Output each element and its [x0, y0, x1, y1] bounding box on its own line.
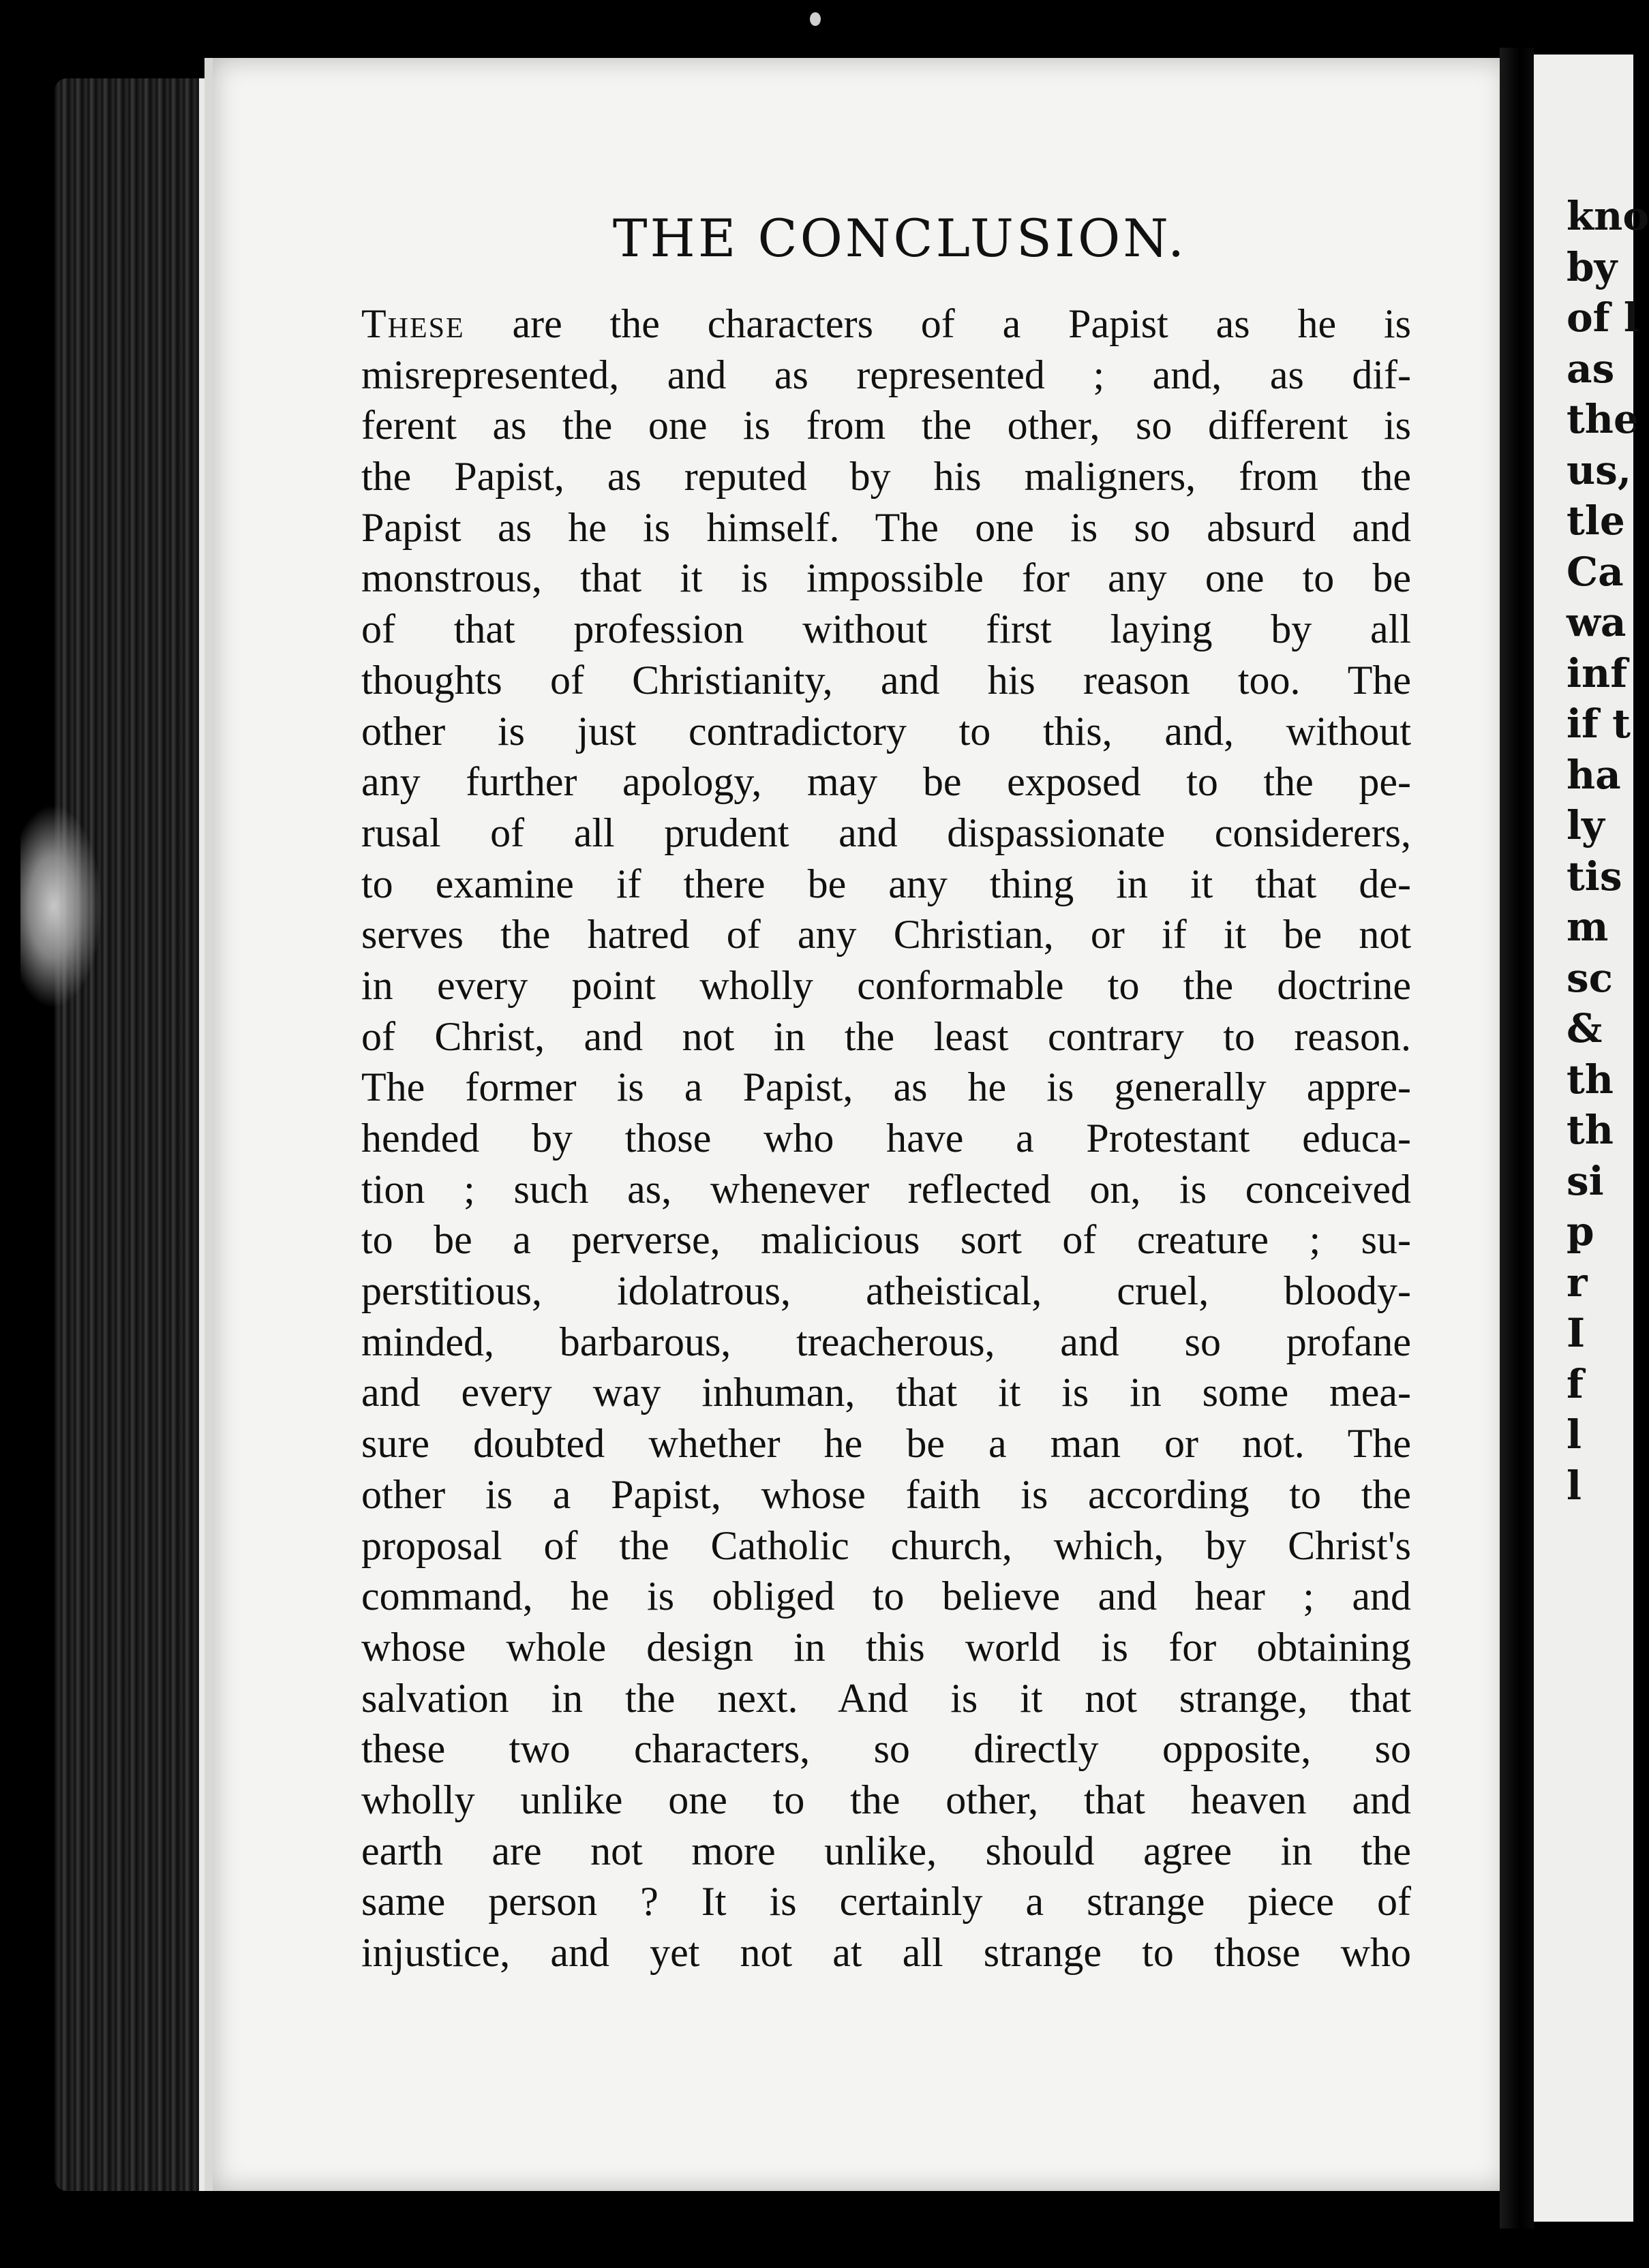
- text-line: rusal of all prudent and dispassionate considerers,: [361, 810, 1411, 855]
- body-text: [361, 298, 1438, 1978]
- text-line: perstitious, idolatrous, atheistical, cruel, bloody-: [361, 1268, 1411, 1314]
- text-line: other is just contradictory to this, and, without: [361, 708, 1411, 754]
- text-line: other is a Papist, whose faith is according to the: [361, 1471, 1411, 1517]
- text-line: injustice, and yet not at all strange to those who: [361, 1930, 1411, 1975]
- right-page-fragment: r: [1567, 1259, 1588, 1306]
- lead-word: These: [361, 301, 465, 346]
- right-page-fragment: if t: [1567, 701, 1631, 747]
- text-line: tion ; such as, whenever reflected on, is conceived: [361, 1166, 1411, 1212]
- paper-damage: [20, 804, 102, 1009]
- right-page-fragment: kno: [1567, 193, 1649, 239]
- text-line: same person ? It is certainly a strange piece of: [361, 1879, 1411, 1925]
- text-line: minded, barbarous, treacherous, and so profane: [361, 1319, 1411, 1364]
- right-page-fragment: us,: [1567, 446, 1632, 493]
- right-page-text: [1567, 191, 1649, 1511]
- text-line: the Papist, as reputed by his maligners, from the: [361, 454, 1411, 500]
- right-page-fragment: as: [1567, 345, 1615, 392]
- right-page-fragment: tle: [1567, 497, 1625, 544]
- right-page-fragment: th: [1567, 1107, 1614, 1153]
- text-line: [361, 298, 1411, 350]
- dust-speck: [810, 12, 821, 26]
- right-page-fragment: tis: [1567, 853, 1622, 900]
- text-line: salvation in the next. And is it not strange, that: [361, 1675, 1411, 1721]
- text-line: sure doubted whether he be a man or not. The: [361, 1421, 1411, 1467]
- right-page-fragment: wa: [1567, 599, 1627, 645]
- page-title: THE CONCLUSION.: [612, 208, 1187, 269]
- text-line-rest: are the characters of a Papist as he is: [464, 301, 1411, 346]
- right-page-fragment: l: [1567, 1462, 1582, 1509]
- right-page-fragment: si: [1567, 1157, 1604, 1204]
- right-page-fragment: m: [1567, 904, 1609, 950]
- book-gutter: [1500, 48, 1534, 2228]
- text-line: thoughts of Christianity, and his reason too. The: [361, 657, 1411, 703]
- text-line: The former is a Papist, as he is generally appre-: [361, 1064, 1411, 1110]
- right-page-fragment: I: [1567, 1310, 1586, 1356]
- text-line: command, he is obliged to believe and hear ; and: [361, 1574, 1411, 1619]
- right-page-fragment: ha: [1567, 751, 1621, 798]
- page-content: [361, 204, 1438, 1978]
- text-line: and every way inhuman, that it is in some mea-: [361, 1370, 1411, 1415]
- text-line: Papist as he is himself. The one is so absurd and: [361, 504, 1411, 550]
- text-line: whose whole design in this world is for obtaining: [361, 1624, 1411, 1670]
- right-page-fragment: &: [1567, 1005, 1603, 1052]
- right-page-fragment: sc: [1567, 954, 1613, 1001]
- right-page-fragment: inf: [1567, 649, 1628, 696]
- right-page-fragment: the: [1567, 396, 1639, 442]
- right-page-fragment: f: [1567, 1360, 1584, 1407]
- text-line: proposal of the Catholic church, which, by Christ's: [361, 1522, 1411, 1568]
- right-page-fragment: by: [1567, 243, 1618, 290]
- right-page: [1534, 55, 1649, 2222]
- text-line: of that profession without first laying by all: [361, 607, 1411, 652]
- text-line: these two characters, so directly opposite, so: [361, 1726, 1411, 1772]
- right-page-fragment: ly: [1567, 802, 1605, 848]
- right-page-fragment: l: [1567, 1411, 1582, 1458]
- text-line: of Christ, and not in the least contrary to reason.: [361, 1013, 1411, 1059]
- text-line: monstrous, that it is impossible for any one to be: [361, 555, 1411, 601]
- text-line: serves the hatred of any Christian, or if it be not: [361, 912, 1411, 957]
- text-line: earth are not more unlike, should agree in the: [361, 1828, 1411, 1873]
- text-line: hended by those who have a Protestant educa-: [361, 1116, 1411, 1161]
- text-line: any further apology, may be exposed to the pe-: [361, 759, 1411, 805]
- text-line: wholly unlike one to the other, that heaven and: [361, 1777, 1411, 1822]
- right-page-fragment: th: [1567, 1056, 1614, 1103]
- right-page-fragment: p: [1567, 1208, 1594, 1255]
- page-edge-stack: [55, 78, 211, 2191]
- right-page-fragment: of l: [1567, 294, 1639, 341]
- text-line: in every point wholly conformable to the doctrine: [361, 962, 1411, 1008]
- right-page-fragment: Ca: [1567, 548, 1624, 595]
- text-line: to be a perverse, malicious sort of creature ; su-: [361, 1217, 1411, 1263]
- text-line: ferent as the one is from the other, so different is: [361, 403, 1411, 448]
- text-line: to examine if there be any thing in it that de-: [361, 861, 1411, 906]
- text-line: misrepresented, and as represented ; and, as dif-: [361, 352, 1411, 397]
